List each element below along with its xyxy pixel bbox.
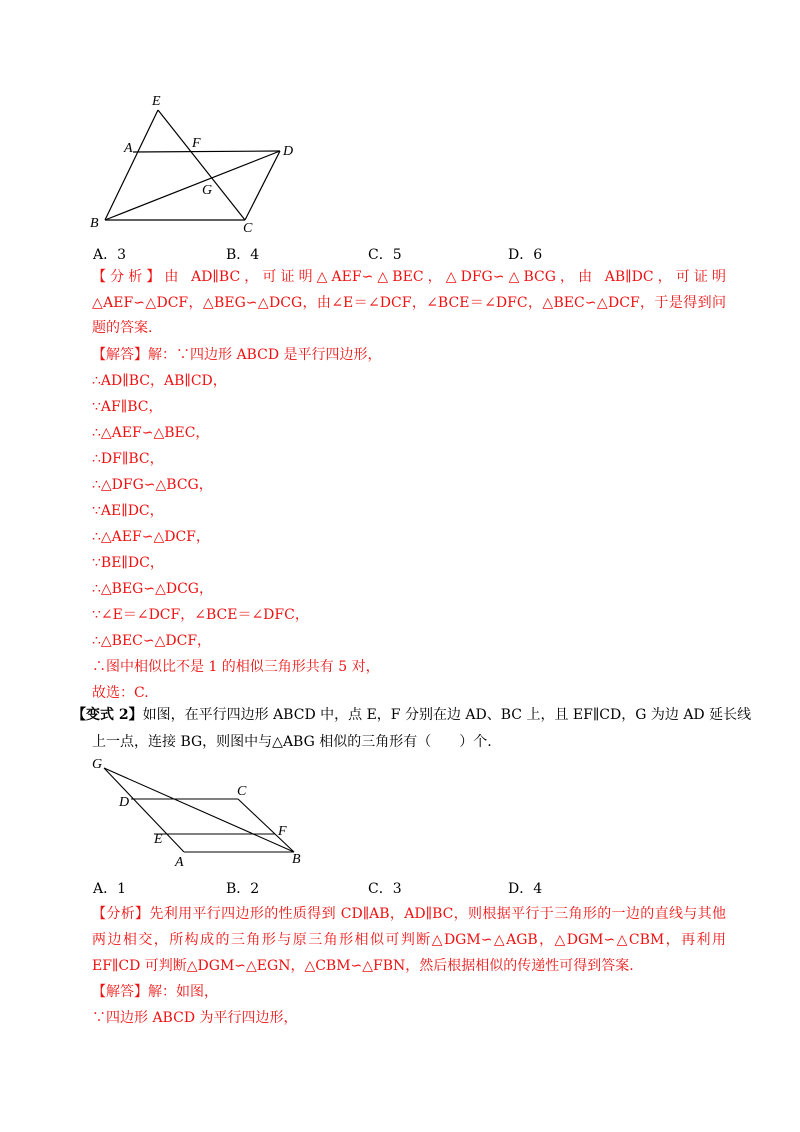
solution-2-line: 【解答】解：如图， bbox=[92, 984, 218, 1000]
option-b: B．4 bbox=[226, 247, 260, 263]
label-E: E bbox=[152, 94, 161, 109]
solution-1-line: ∴图中相似比不是 1 的相似三角形共有 5 对， bbox=[92, 659, 380, 675]
label-A: A bbox=[175, 855, 184, 869]
analysis-1-line-1: 【分析】由 AD∥BC，可证明△AEF∽△BEC，△DFG∽△BCG，由 AB∥DC，可证明 bbox=[92, 269, 726, 285]
variant-2-line-1: 如图，在平行四边形 ABCD 中，点 E，F 分别在边 AD、BC 上，且 EF∥CD，G 为边 AD 延长线 bbox=[142, 707, 752, 723]
solution-1-line: ∴△BEC∽△DCF， bbox=[92, 633, 212, 649]
solution-1-line: ∵BE∥DC， bbox=[92, 555, 164, 571]
option-a: A．1 bbox=[93, 881, 127, 897]
line-EC bbox=[158, 110, 245, 220]
analysis-2-line-1: 【分析】先利用平行四边形的性质得到 CD∥AB，AD∥BC，则根据平行于三角形的一边的直线与其他 bbox=[92, 906, 726, 922]
label-B: B bbox=[90, 216, 99, 231]
option-b: B．2 bbox=[226, 881, 260, 897]
figure-1-parallelogram bbox=[80, 88, 320, 238]
solution-1-line: ∵AF∥BC， bbox=[92, 399, 163, 415]
solution-2-line: ∵四边形 ABCD 为平行四边形， bbox=[92, 1010, 298, 1026]
solution-1-line: 【解答】解：∵四边形 ABCD 是平行四边形， bbox=[92, 347, 382, 363]
line-AD bbox=[133, 151, 280, 152]
label-E: E bbox=[154, 832, 163, 847]
label-G: G bbox=[202, 183, 213, 198]
label-A: A bbox=[124, 141, 133, 156]
label-C: C bbox=[237, 784, 247, 799]
option-a: A．3 bbox=[93, 247, 127, 263]
analysis-2-line-2: 两边相交，所构成的三角形与原三角形相似可判断△DGM∽△AGB，△DGM∽△CBM，再利用 bbox=[92, 932, 726, 948]
analysis-1-line-2: △AEF∽△DCF，△BEG∽△DCG，由∠E＝∠DCF，∠BCE＝∠DFC，△BEC∽△DCF，于是得到问 bbox=[92, 295, 726, 311]
figure-2-parallelogram bbox=[86, 754, 316, 869]
solution-1-line: ∴AD∥BC，AB∥CD， bbox=[92, 373, 227, 389]
label-C: C bbox=[243, 221, 253, 236]
option-d: D．6 bbox=[508, 247, 543, 263]
variant-2-line-2: 上一点，连接 BG，则图中与△ABG 相似的三角形有（ ）个. bbox=[92, 734, 492, 750]
solution-1-line: ∴△AEF∽△BEC， bbox=[92, 425, 210, 441]
label-D: D bbox=[119, 795, 130, 810]
line-DC bbox=[245, 151, 280, 220]
solution-1-line: ∵AE∥DC， bbox=[92, 503, 164, 519]
option-c: C．3 bbox=[368, 881, 402, 897]
line-BD bbox=[105, 151, 280, 220]
label-G: G bbox=[92, 757, 103, 772]
line-EB bbox=[105, 110, 158, 220]
label-F: F bbox=[278, 824, 287, 839]
analysis-1-line-3: 题的答案. bbox=[92, 320, 153, 336]
option-c: C．5 bbox=[368, 247, 402, 263]
line-GA bbox=[104, 768, 184, 852]
analysis-2-line-3: EF∥CD 可判断△DGM∽△EGN，△CBM∽△FBN，然后根据相似的传递性可得到答案. bbox=[92, 958, 634, 974]
solution-1-line: ∴△AEF∽△DCF， bbox=[92, 529, 210, 545]
solution-1-line: ∴△DFG∽△BCG， bbox=[92, 477, 213, 493]
solution-1-line: ∴DF∥BC， bbox=[92, 451, 164, 467]
variant-2-question bbox=[72, 705, 752, 725]
label-D: D bbox=[283, 144, 294, 159]
solution-1-line: ∵∠E＝∠DCF，∠BCE＝∠DFC， bbox=[92, 607, 309, 623]
line-GB bbox=[104, 768, 294, 852]
label-B: B bbox=[292, 852, 301, 867]
solution-1-line: 故选：C. bbox=[92, 685, 149, 701]
label-F: F bbox=[192, 136, 201, 151]
option-d: D．4 bbox=[508, 881, 543, 897]
solution-1-line: ∴△BEG∽△DCG， bbox=[92, 581, 213, 597]
variant-2-tag: 【变式 2】 bbox=[72, 707, 143, 723]
